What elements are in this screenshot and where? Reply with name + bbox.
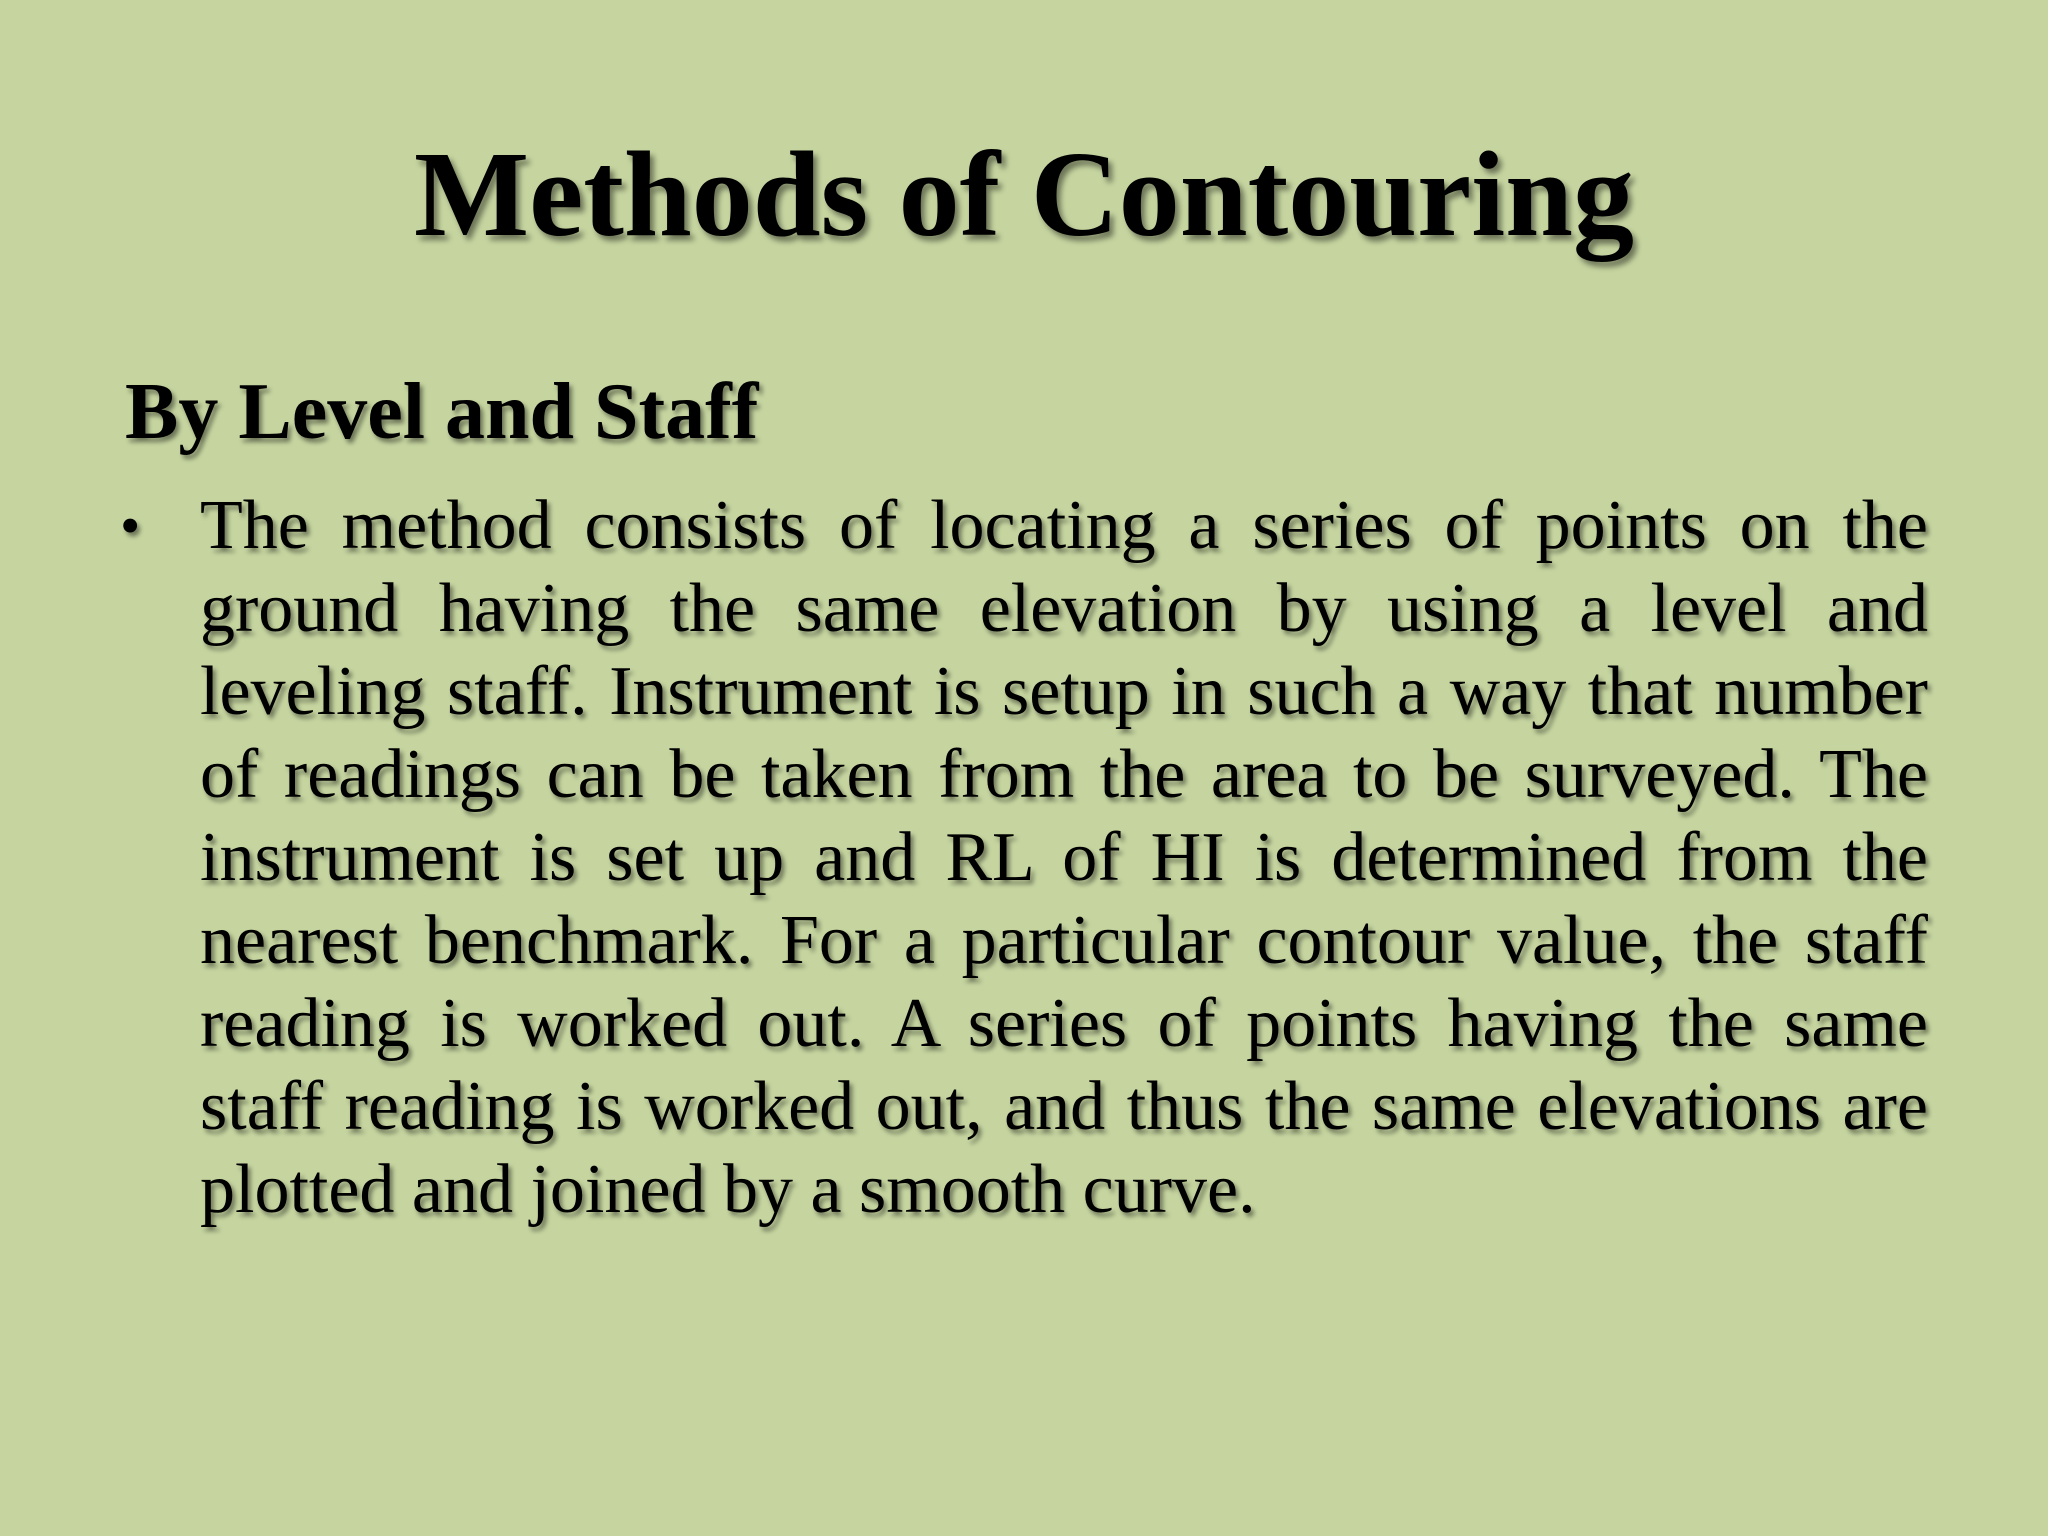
section-heading: By Level and Staff	[125, 368, 759, 456]
bullet-item	[120, 484, 1928, 1231]
bullet-marker: •	[120, 493, 141, 558]
bullet-text: The method consists of locating a series of points on the ground having the same elevation by using a level and leveling staff. Instrument is setup in such a way that number of readings can be taken from the area to be surveyed. The instrument is set up and RL of HI is determined from the nearest benchmark. For a particular contour value, the staff reading is worked out. A series of points having the same staff reading is worked out, and thus the same elevations are plotted and joined by a smooth curve.	[200, 487, 1928, 1228]
slide-title: Methods of Contouring	[413, 127, 1635, 262]
